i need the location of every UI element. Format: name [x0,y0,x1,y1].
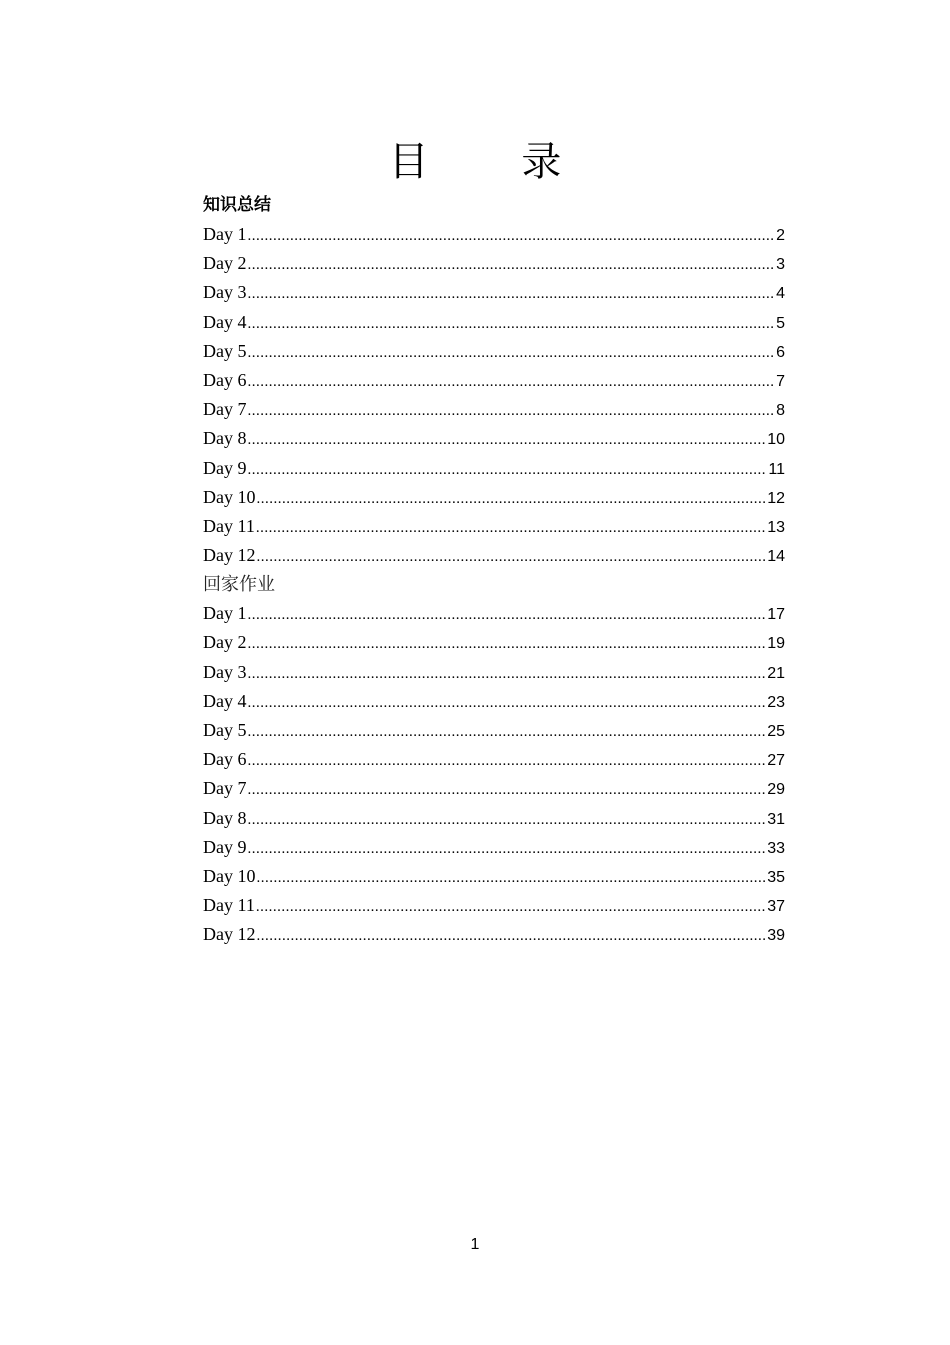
toc-dot-leader [248,456,768,485]
toc-entry[interactable] [203,512,785,541]
toc-entry-label: Day 10 [203,486,256,507]
toc-entry-label: Day 1 [203,603,247,624]
toc-entry-label: Day 1 [203,224,247,244]
toc-entry-label: Day 10 [203,865,256,886]
toc-entry-label: Day 5 [203,720,247,740]
toc-entry-page: 29 [767,781,785,799]
toc-entry-page: 5 [776,314,785,332]
toc-dot-leader [248,776,767,805]
toc-entry[interactable] [203,278,785,307]
toc-entry-page: 19 [767,635,785,653]
toc-entry-page: 7 [776,372,785,390]
toc-entry-label: Day 5 [203,340,247,361]
toc-dot-leader [248,339,776,368]
toc-entry-label: Day 9 [203,836,247,857]
toc-dot-leader [257,485,767,514]
toc-entry-label: Day 6 [203,369,247,390]
toc-title: 目 录 [388,139,602,185]
toc-entry-label: Day 11 [203,515,255,536]
toc-entry[interactable] [203,308,785,337]
toc-entry-label: Day 4 [203,311,247,332]
toc-entry-page: 37 [767,898,785,916]
toc-entry-label: Day 12 [203,545,256,566]
toc-entry-page: 13 [767,518,785,536]
toc-entry[interactable] [203,745,785,774]
toc-entry[interactable] [203,658,785,687]
toc-entry-page: 4 [776,285,785,303]
toc-entry-label: Day 2 [203,253,247,274]
toc-entry-page: 33 [767,839,785,857]
toc-entry[interactable] [203,716,785,745]
toc-entry-label: Day 8 [203,428,247,449]
toc-entry-label: Day 7 [203,399,247,420]
toc-dot-leader [248,310,776,339]
toc-entry-label: Day 7 [203,778,247,799]
toc-entry-page: 23 [767,693,785,711]
toc-dot-leader [248,397,776,426]
toc-dot-leader [248,368,776,397]
toc-entry-page: 12 [767,489,785,507]
toc-entry[interactable] [203,862,785,891]
toc-entry[interactable] [203,366,785,395]
toc-dot-leader [248,747,767,776]
toc-entry-label: Day 3 [203,661,247,682]
toc-entry[interactable] [203,424,785,453]
toc-entry[interactable] [203,599,785,628]
toc-entry-label: Day 6 [203,749,247,770]
toc-entry-page: 31 [767,810,785,828]
toc-entry-page: 25 [767,723,785,740]
toc-entry-page: 21 [767,664,785,682]
toc-dot-leader [248,718,767,747]
toc-dot-leader [256,514,766,543]
toc-entry[interactable] [203,920,785,949]
toc-entry-page: 11 [768,460,785,478]
toc-entry-label: Day 8 [203,807,247,828]
page-number: 1 [470,1236,480,1253]
toc-dot-leader [248,280,776,309]
toc-entry-label: Day 4 [203,690,247,711]
toc-dot-leader [257,922,767,951]
toc-entry[interactable] [203,628,785,657]
toc-dot-leader [248,222,776,251]
toc-entry[interactable] [203,687,785,716]
toc-entry-label: Day 3 [203,282,247,303]
toc-entry-page: 39 [767,927,785,945]
toc-dot-leader [256,893,766,922]
toc-dot-leader [248,835,767,864]
toc-entry-page: 14 [767,548,785,566]
toc-entry[interactable] [203,804,785,833]
toc-dot-leader [257,543,767,572]
toc-entry[interactable] [203,220,785,249]
section-heading-summary: 知识总结 [203,195,271,215]
toc-entry[interactable] [203,541,785,570]
toc-dot-leader [248,630,767,659]
toc-entry-page: 17 [767,606,785,624]
toc-entry[interactable] [203,774,785,803]
toc-entry[interactable] [203,454,785,483]
toc-entry[interactable] [203,249,785,278]
section-homework-entries [203,599,785,949]
toc-dot-leader [248,689,767,718]
toc-entry[interactable] [203,337,785,366]
toc-dot-leader [248,601,767,630]
toc-entry[interactable] [203,833,785,862]
toc-dot-leader [248,426,767,455]
toc-dot-leader [248,251,776,280]
table-of-contents [203,191,785,950]
section-summary-entries [203,220,785,570]
toc-entry-label: Day 2 [203,632,247,653]
toc-dot-leader [248,806,767,835]
toc-entry-label: Day 11 [203,895,255,916]
toc-entry-page: 2 [776,227,785,244]
toc-entry-page: 10 [767,431,785,449]
toc-dot-leader [248,660,767,689]
toc-entry-label: Day 12 [203,924,256,945]
toc-entry-label: Day 9 [203,457,247,478]
toc-entry-page: 35 [767,868,785,886]
toc-entry[interactable] [203,483,785,512]
toc-entry[interactable] [203,891,785,920]
toc-entry-page: 6 [776,343,785,361]
toc-entry-page: 3 [776,256,785,274]
toc-entry-page: 8 [776,402,785,420]
section-heading-homework: 回家作业 [203,574,275,596]
toc-dot-leader [257,864,767,893]
toc-entry[interactable] [203,395,785,424]
toc-entry-page: 27 [767,752,785,770]
